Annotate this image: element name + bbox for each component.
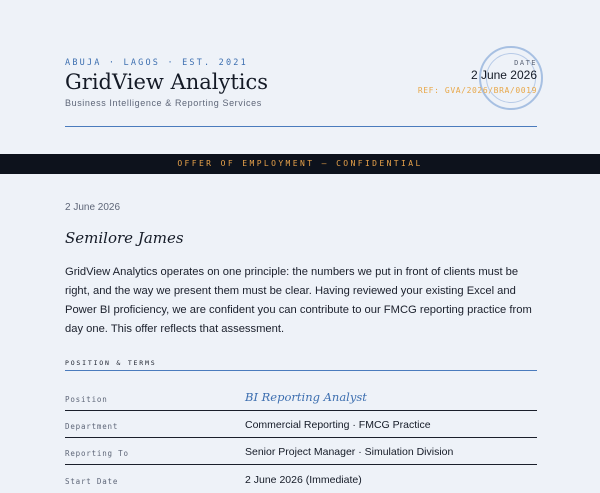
term-value: BI Reporting Analyst — [245, 390, 367, 404]
header-divider — [65, 126, 537, 127]
terms-table — [65, 371, 537, 492]
term-label: Department — [65, 422, 119, 431]
letter-date: 2 June 2026 — [65, 202, 121, 213]
term-value: Senior Project Manager · Simulation Division — [245, 446, 454, 458]
banner-text: OFFER OF EMPLOYMENT — CONFIDENTIAL — [177, 159, 423, 168]
term-row-reporting-to — [65, 438, 537, 465]
company-tagline: Business Intelligence & Reporting Services — [65, 98, 262, 108]
recipient-name: Semilore James — [65, 229, 184, 247]
reference-number: REF: GVA/2026/BRA/0019 — [417, 86, 537, 95]
intro-paragraph: GridView Analytics operates on one principle: the numbers we put in front of clients must be right, and the way we present them must be clear. Having reviewed your existing Excel and Power BI proficiency, we are confident you can contribute to our FMCG reporting practice from day one. This offer reflects that assessment. — [65, 266, 532, 335]
term-value: Commercial Reporting · FMCG Practice — [245, 419, 431, 431]
term-row-start-date — [65, 465, 537, 492]
confidential-banner — [0, 154, 600, 174]
term-label: Reporting To — [65, 449, 129, 458]
header-date: 2 June 2026 — [470, 68, 537, 82]
term-row-department — [65, 411, 537, 438]
term-label: Start Date — [65, 477, 119, 486]
date-label: DATE — [514, 59, 537, 67]
term-row-position — [65, 371, 537, 411]
term-value: 2 June 2026 (Immediate) — [245, 474, 362, 486]
letterhead — [0, 0, 600, 154]
term-label: Position — [65, 395, 108, 404]
company-name: GridView Analytics — [65, 70, 269, 94]
company-locations: ABUJA · LAGOS · EST. 2021 — [65, 58, 248, 68]
section-title: POSITION & TERMS — [65, 359, 157, 367]
